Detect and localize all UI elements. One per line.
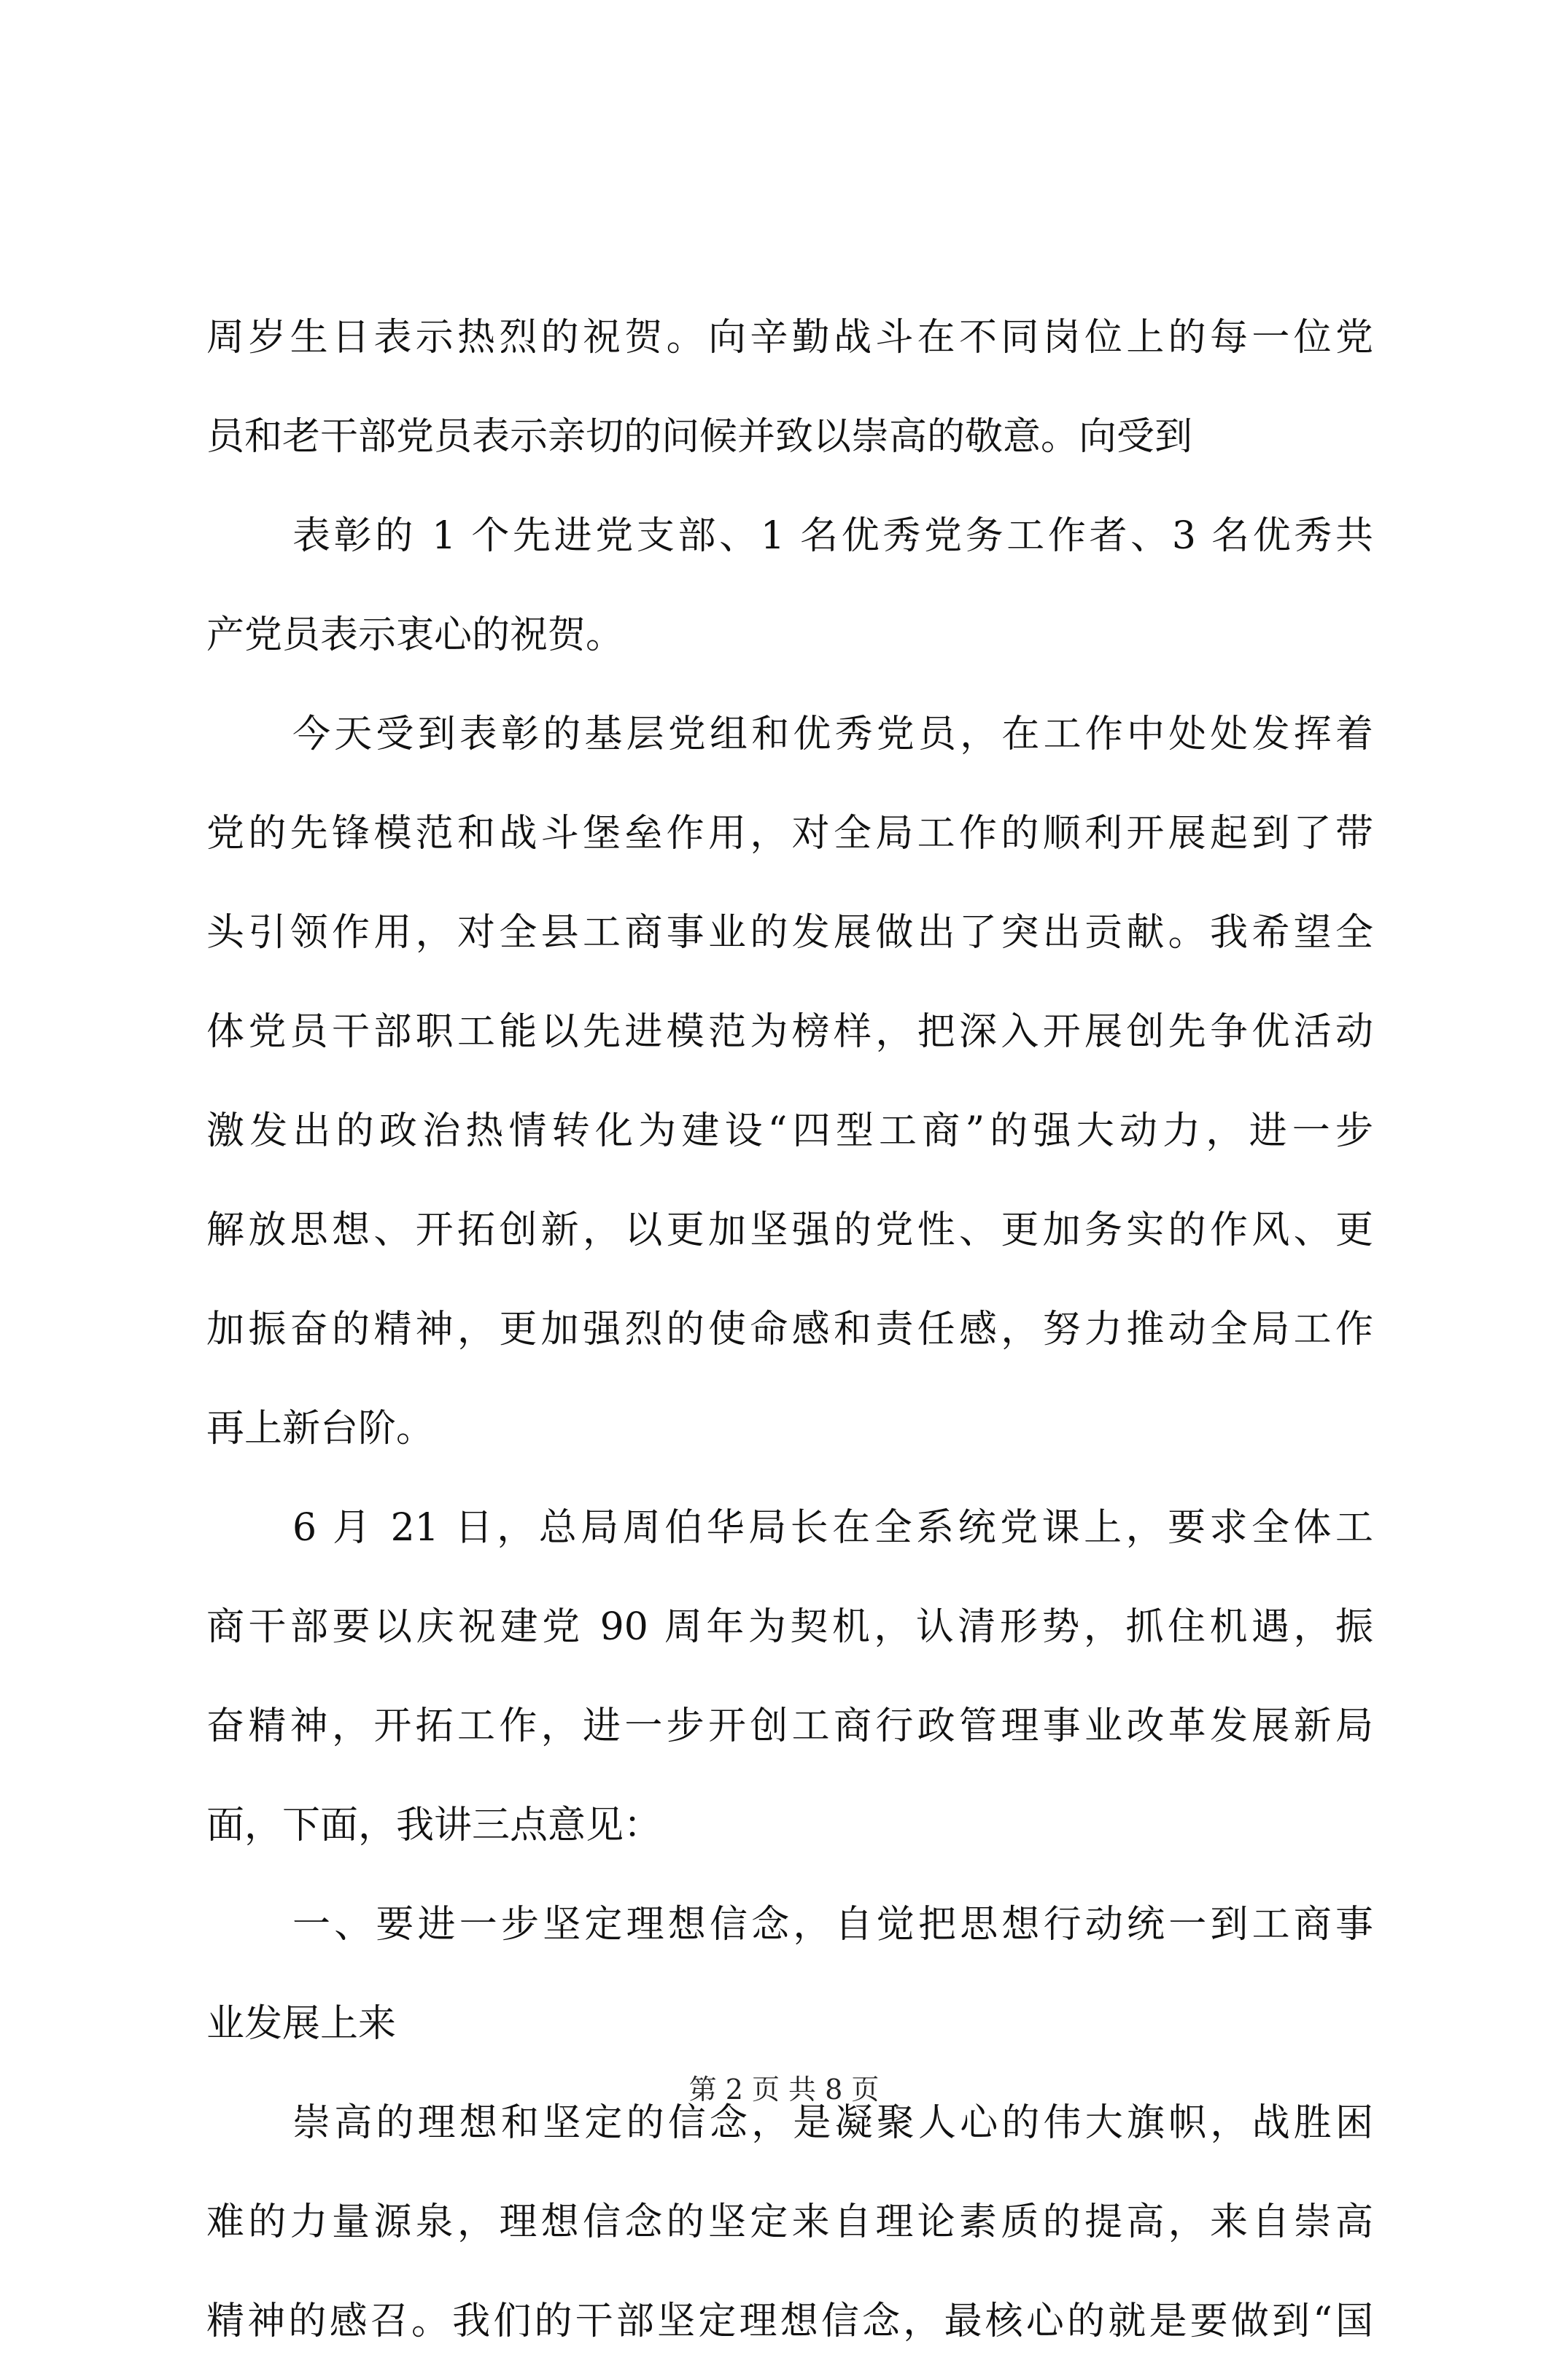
text-line: 加振奋的精神，更加强烈的使命感和责任感，努力推动全局工作 (206, 1308, 1373, 1351)
text-line: 面，下面，我讲三点意见： (206, 1804, 662, 1847)
text-line: 员和老干部党员表示亲切的问候并致以崇高的敬意。向受到 (206, 415, 1193, 459)
text-line: 激发出的政治热情转化为建设“四型工商”的强大动力，进一步 (206, 1109, 1373, 1153)
text-line: 党的先锋模范和战斗堡垒作用，对全局工作的顺利开展起到了带 (206, 812, 1373, 855)
document-body (206, 288, 1373, 2371)
text-line: 产党员表示衷心的祝贺。 (206, 613, 624, 657)
text-line: 难的力量源泉，理想信念的坚定来自理论素质的提高，来自崇高 (206, 2200, 1373, 2244)
text-line: 奋精神，开拓工作，进一步开创工商行政管理事业改革发展新局 (206, 1704, 1373, 1748)
text-line: 精神的感召。我们的干部坚定理想信念，最核心的就是要做到“国 (206, 2300, 1373, 2343)
paragraph-first-line: 6 月 21 日，总局周伯华局长在全系统党课上，要求全体工 (292, 1506, 1373, 1550)
paragraph-first-line: 崇高的理想和坚定的信念，是凝聚人心的伟大旗帜，战胜困 (292, 2101, 1373, 2145)
page-number-footer: 第 2 页 共 8 页 (688, 2073, 880, 2106)
text-line: 解放思想、开拓创新，以更加坚强的党性、更加务实的作风、更 (206, 1208, 1373, 1252)
section-heading-continuation: 业发展上来 (206, 2002, 397, 2046)
text-line: 体党员干部职工能以先进模范为榜样，把深入开展创先争优活动 (206, 1010, 1373, 1054)
paragraph-first-line: 今天受到表彰的基层党组和优秀党员，在工作中处处发挥着 (292, 713, 1373, 756)
text-line: 头引领作用，对全县工商事业的发展做出了突出贡献。我希望全 (206, 911, 1373, 955)
text-line: 周岁生日表示热烈的祝贺。向辛勤战斗在不同岗位上的每一位党 (206, 316, 1373, 360)
paragraph-first-line: 表彰的 1 个先进党支部、1 名优秀党务工作者、3 名优秀共 (292, 514, 1373, 558)
text-line: 再上新台阶。 (206, 1407, 435, 1451)
section-heading: 一、要进一步坚定理想信念，自觉把思想行动统一到工商事 (292, 1903, 1373, 1947)
text-line: 商干部要以庆祝建党 90 周年为契机，认清形势，抓住机遇，振 (206, 1605, 1373, 1649)
